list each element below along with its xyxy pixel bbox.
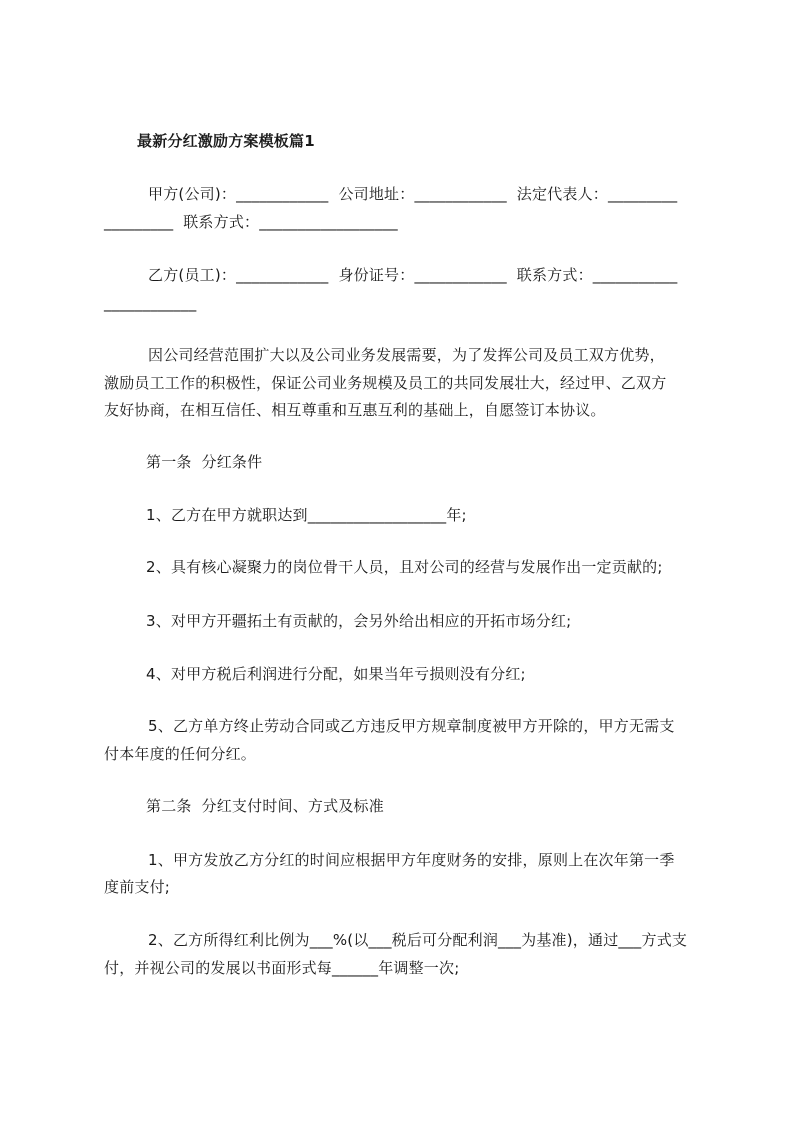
article-1-item-5-line-1: 5、乙方单方终止劳动合同或乙方违反甲方规章制度被甲方开除的，甲方无需支 — [148, 717, 675, 735]
article-2-item-2-line-1: 2、乙方所得红利比例为___%(以___税后可分配利润___为基准)，通过___方式支 — [148, 931, 688, 949]
article-1-item-4: 4、对甲方税后利润进行分配，如果当年亏损则没有分红; — [146, 665, 526, 683]
preamble-line-2: 激励员工工作的积极性，保证公司业务规模及员工的共同发展壮大，经过甲、乙双方 — [104, 374, 667, 392]
document-title: 最新分红激励方案模板篇1 — [137, 132, 315, 150]
article-1-item-1: 1、乙方在甲方就职达到__________________年; — [146, 506, 467, 524]
party-b-line-1: 乙方(员工)：____________ 身份证号：____________ 联系方式：___________ — [148, 266, 678, 284]
article-2-item-1-line-1: 1、甲方发放乙方分红的时间应根据甲方年度财务的安排，原则上在次年第一季 — [148, 851, 675, 869]
party-b-line-2: ____________ — [104, 294, 197, 312]
article-2-item-1-line-2: 度前支付; — [104, 878, 171, 896]
article-1-item-5-line-2: 付本年度的任何分红。 — [104, 745, 257, 763]
article-1-item-2: 2、具有核心凝聚力的岗位骨干人员，且对公司的经营与发展作出一定贡献的; — [146, 558, 663, 576]
party-a-line-2: _________ 联系方式：__________________ — [104, 213, 398, 231]
article-2-heading: 第二条 分红支付时间、方式及标准 — [146, 797, 384, 815]
article-2-item-2-line-2: 付，并视公司的发展以书面形式每______年调整一次; — [104, 959, 460, 977]
preamble-line-3: 友好协商，在相互信任、相互尊重和互惠互利的基础上，自愿签订本协议。 — [104, 401, 606, 419]
article-1-item-3: 3、对甲方开疆拓土有贡献的，会另外给出相应的开拓市场分红; — [146, 612, 572, 630]
party-a-line-1: 甲方(公司)：____________ 公司地址：____________ 法定代表人：_________ — [148, 185, 678, 203]
article-1-heading: 第一条 分红条件 — [146, 453, 263, 471]
preamble-line-1: 因公司经营范围扩大以及公司业务发展需要，为了发挥公司及员工双方优势， — [148, 346, 665, 364]
